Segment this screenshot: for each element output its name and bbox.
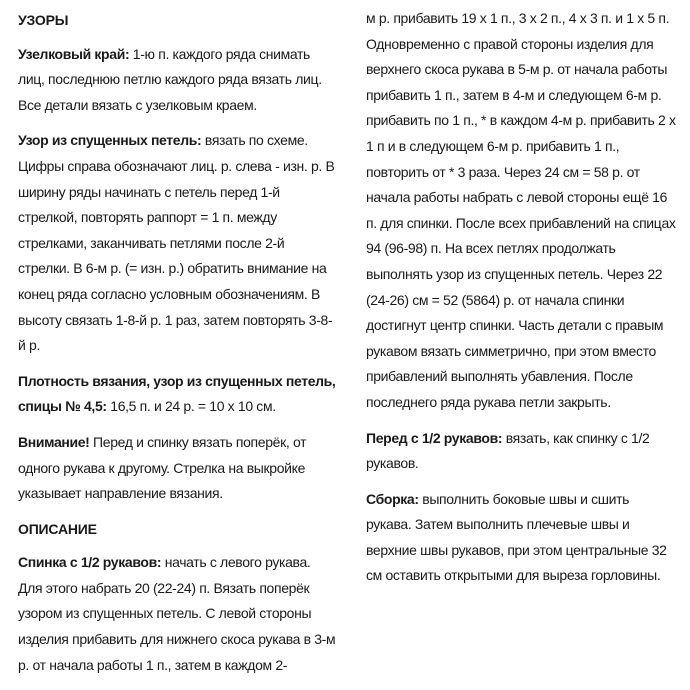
- assembly-text: выполнить боковые швы и сшить рукава. Затем выполнить плечевые швы и верхние швы рукавов, при этом центральные 32 см оставить открытыми для выреза горловины.: [366, 490, 667, 584]
- attention-text: Перед и спинку вязать поперёк, от одного рукава к другому. Стрелка на выкройке указывает направление вязания.: [18, 433, 307, 502]
- attention-paragraph: [18, 430, 336, 507]
- front-label: Перед с 1/2 рукавов:: [366, 429, 503, 446]
- knot-edge-label: Узелковый край:: [18, 45, 130, 62]
- knot-edge-paragraph: [18, 42, 336, 119]
- heading-patterns: УЗОРЫ: [18, 12, 69, 28]
- back-paragraph: [18, 550, 336, 678]
- left-column: [18, 6, 336, 688]
- gauge-label: Плотность вязания, узор из спущенных петель, спицы № 4,5:: [18, 372, 336, 415]
- back-text: начать с левого рукава. Для этого набрать 20 (22-24) п. Вязать поперёк узором из спущенных петель. С левой стороны изделия прибавить для нижнего скоса рукава в 3-м р. от начала работы 1 п., затем в каждом 2-: [18, 554, 336, 673]
- heading-description: ОПИСАНИЕ: [18, 520, 97, 537]
- gauge-text: 16,5 п. и 24 р. = 10 х 10 см.: [106, 398, 276, 415]
- front-text: вязать, как спинку с 1/2 рукавов.: [366, 429, 650, 472]
- dropped-stitch-text: вязать по схеме. Цифры справа обозначают лиц. р. слева - изн. р. В ширину ряды начинать с петель перед 1-й стрелкой, повторять раппорт = 1 п. между стрелками, заканчивать петлями после 2-й стрелки. В 6-м р. (= изн. р.) обратить внимание на конец ряда согласно условным обозначениям. В высоту связать 1-8-й р. 1 раз, затем повторять 3-8-й р.: [18, 132, 335, 354]
- attention-label: Внимание!: [18, 433, 90, 450]
- right-column: [366, 6, 676, 599]
- back-continued-paragraph: м р. прибавить 19 х 1 п., 3 х 2 п., 4 х 3 п. и 1 х 5 п. Одновременно с правой стороны изделия для верхнего скоса рукава в 5-м р. от начала работы прибавить 1 п., затем в 4-м и следующем 6-м р. прибавить по 1 п., * в каждом 4-м р. прибавить 2 х 1 п и в следующем 6-м р. прибавить 1 п., повторить от * 3 раза. Через 24 см = 58 р. от начала работы набрать с левой стороны ещё 16 п. для спинки. После всех прибавлений на спицах 94 (96-98) п. На всех петлях продолжать выполнять узор из спущенных петель. Через 22 (24-26) см = 52 (5864) р. от начала спинки достигнут центр спинки. Часть детали с правым рукавом вязать симметрично, при этом вместо прибавлений выполнять убавления. После последнего ряда рукава петли закрыть.: [366, 10, 676, 410]
- front-paragraph: [366, 426, 676, 477]
- dropped-stitch-paragraph: [18, 128, 336, 358]
- back-label: Спинка с 1/2 рукавов:: [18, 554, 162, 571]
- dropped-stitch-label: Узор из спущенных петель:: [18, 132, 202, 149]
- gauge-paragraph: [18, 369, 336, 420]
- assembly-paragraph: [366, 487, 676, 589]
- knot-edge-text: 1-ю п. каждого ряда снимать лиц, последнюю петлю каждого ряда вязать лиц. Все детали вязать с узелковым краем.: [18, 45, 322, 113]
- assembly-label: Сборка:: [366, 490, 419, 507]
